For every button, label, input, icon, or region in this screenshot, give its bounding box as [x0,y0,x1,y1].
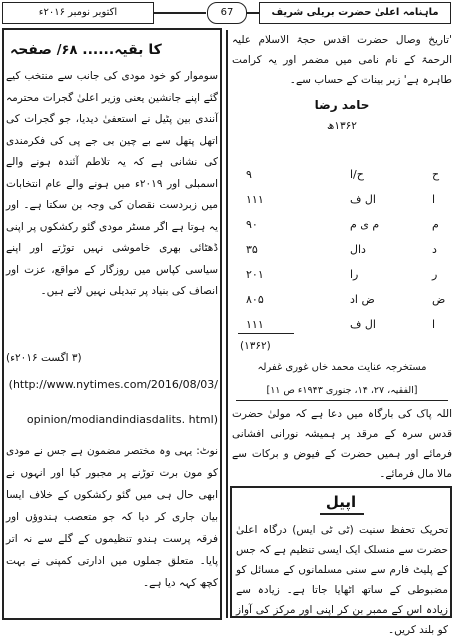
abjad-value: ۱۱۱ [246,193,264,206]
separator [236,400,448,401]
header-rule [154,12,206,14]
abjad-spelled: م ی م [350,218,380,231]
abjad-row [232,168,452,188]
abjad-value: ۹۰ [246,218,258,231]
abjad-letter: ح [432,168,440,181]
abjad-letter: م [432,218,439,231]
chronogram-name: حامد رضا [314,98,370,112]
abjad-row [232,243,452,263]
article-date: (۳ اگست ۲۰۱۶ء) [6,352,82,364]
appeal-title: اپیل [325,493,357,511]
abjad-row [232,293,452,313]
appeal-underline [320,513,364,515]
abjad-spelled: ض اد [350,293,375,306]
continuation-number: ۶۸/ [56,43,78,58]
abjad-row [232,218,452,238]
abjad-letter: د [432,243,437,256]
abjad-letter: ر [432,268,438,281]
source-url-line-2: opinion/modiandindiasdalits. html) [26,413,218,426]
continuation-heading [10,42,210,58]
abjad-spelled: را [350,268,359,281]
abjad-spelled: ح/ا [350,168,364,181]
abjad-spelled: ال ف [350,193,376,206]
page-header [2,2,451,24]
continuation-prefix: صفحہ [10,42,52,58]
abjad-row [232,318,452,338]
abjad-value: ۹ [246,168,252,181]
magazine-title: ماہنامہ اعلیٰ حضرت بریلی شریف [259,2,451,24]
prayer-text: اللہ پاک کی بارگاہ میں دعا ہے کہ مولیٰ حضرت قدس سرہ کے مرقد پر ہمیشہ نورانی افشانی فرمائے اور ہمیں حضرت کے فیوض و برکات سے مالا مال فرمائے۔ [232,408,452,480]
abjad-spelled: ال ف [350,318,376,331]
abjad-row [232,268,452,288]
appeal-text: تحریک تحفظ سنیت (ٹی ٹی ایس) درگاہ اعلیٰ حضرت سے منسلک ایک ایسی تنظیم ہے کہ جس کے پلیٹ فارم سے سنی مسلمانوں کے مسائل کو مضبوطی کے ساتھ اٹھایا جاتا ہے۔ زیادہ سے زیادہ اس کے ممبر بن کر اپنی اور مرکز کی آواز کو بلند کریں۔ [236,524,448,636]
editor-note: نوٹ: یہی وہ مختصر مضمون ہے جس نے مودی کو مون برت توڑنے پر مجبور کیا اور انہوں نے ابھی حال ہی میں گئو رکشکوں کے خلاف ایسا بیان جاری کر دیا کہ جو متعصب ہندوؤں اور فرقہ پرست ہندو تنظیموں کے گلے سے نہ اتر پایا۔ متعلق جملوں میں ادارتی کمپنی نے بہت کچھ کہہ دیا ہے۔ [6,445,218,589]
abjad-value: ۲۰۱ [246,268,264,281]
credit-line: مستخرجہ عنایت محمد خاں غوری غفرلہ [257,362,427,373]
issue-date: اکتوبر نومبر ۲۰۱۶ء [2,2,154,24]
reference-line: [الفقیہ، ۲۷، ۱۴، جنوری ۱۹۴۳ء ص ۱۱] [266,385,418,396]
source-url-line-1: (http://www.nytimes.com/2016/08/03/ [8,378,218,391]
abjad-letter: ا [432,193,436,206]
abjad-letter: ض [432,293,446,306]
article-paragraph: سوموار کو خود مودی کی جانب سے منتخب کیے گئے اپنے جانشین یعنی وزیر اعلیٰ گجرات محترمہ آنندی بین پٹیل نے استعفیٰ دیدیا، جو گجرات کی اتھل پتھل سے بے چین بی جے پی کی فکرمندی کی نشانی ہے کہ یہ تلاطم آئندہ ہونے والے اسمبلی اور ۲۰۱۹ء میں ہونے والے عام انتخابات میں زبردست نقصان کی وجہ بن سکتا ہے۔ اور یہ ہوتا ہے اگر مسٹر مودی گئو رکشکوں پر اپنی ڈھٹائی بھری خاموشی نہیں توڑتے اور اپنے سیاسی کپاس میں روزگار کے مواقع، عزت اور انصاف کی بنیاد پر تبدیلی نہیں لاتے ہیں۔ [6,70,219,297]
abjad-value: ۸۰۵ [246,293,264,306]
abjad-value: ۳۵ [246,243,258,256]
abjad-row [232,193,452,213]
abjad-value: ۱۱۱ [246,318,264,331]
continuation-suffix: کا بقیہ...... [82,42,162,58]
column-divider [226,30,228,618]
chronogram-intro: 'تاریخ وصال حضرت اقدس حجۃ الاسلام علیہ الرحمۃ کے نام نامی میں مضمر اور یہ کرامت طاہرہ ہے' زبر بینات کے حساب سے۔ [232,34,452,86]
abjad-letter: ا [432,318,436,331]
page-number: 67 [207,2,247,24]
abjad-spelled: دال [350,243,366,256]
chronogram-year: ۱۳۶۲ھ [327,120,357,132]
sum-rule [238,333,294,334]
abjad-total: (۱۳۶۲) [240,340,271,352]
